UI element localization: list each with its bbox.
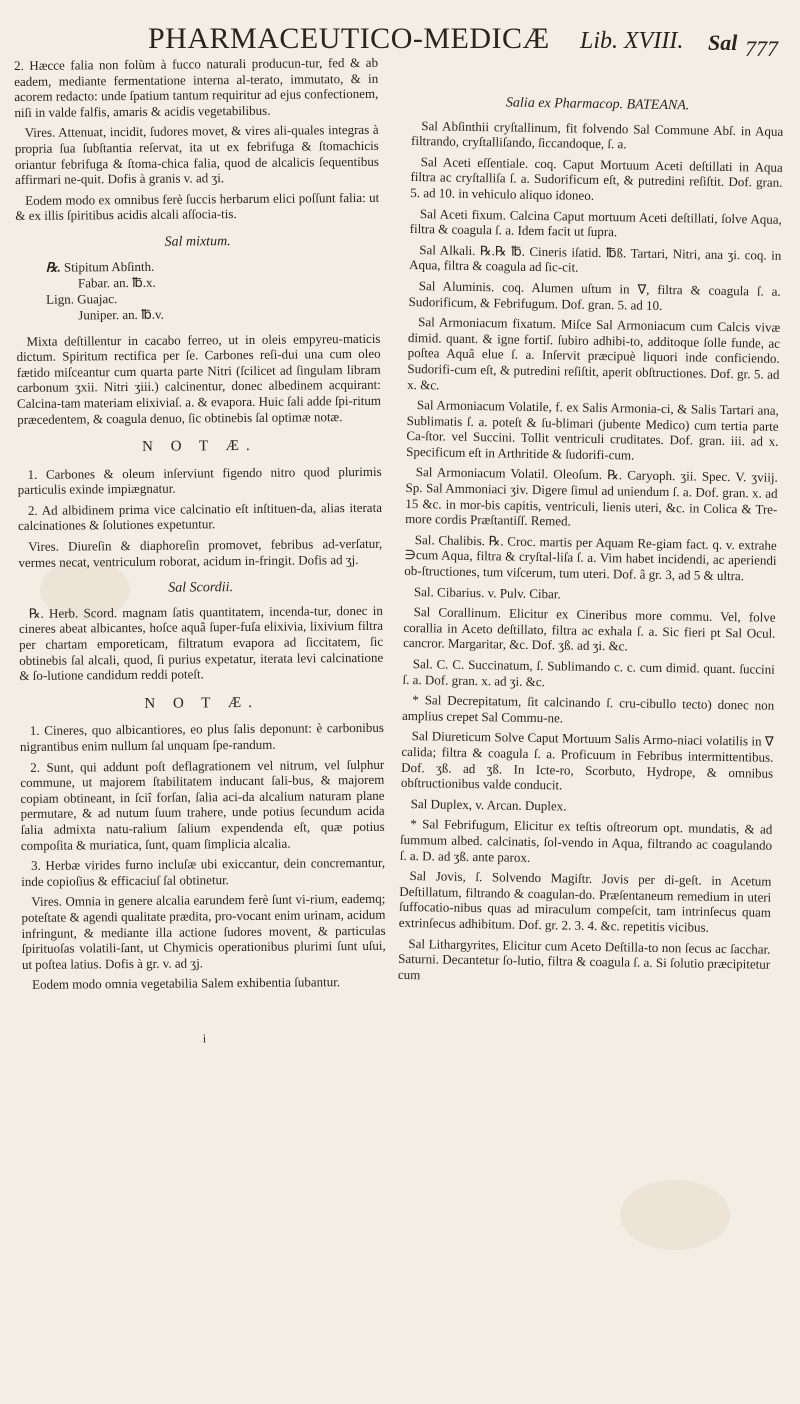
note-item: Vires. Omnia in genere alcalia earundem ferè ſunt vi-rium, eademq; poteſtate & agendi qualitate prædita, pro-vocant enim urinam, acidum infringunt, & mediante illa actione ſudores movent, & particulas ſpirituoſas volatili-ſant, ut Chymicis operationibus plurimi ſunt uſui, ut poſtea latius. Dofis à gr. v. ad ʒj. (21, 891, 386, 972)
entry: Sal Duplex, v. Arcan. Duplex. (410, 795, 567, 814)
entry: Sal Corallinum. Elicitur ex Cineribus more commu. Vel, folve corallia in Aceto deſtillato, filtra ac exhala ſ. a. Sic fieri pt Sal Ocul. cancror. Margaritar, &c. Dof. ʒß. ad ʒi. &c. (403, 604, 776, 654)
entry: Sal Armoniacum fixatum. Miſce Sal Armoniacum cum Calcis vivæ dimid. quant. & igne fortiſ. ſubiro adhibi-to, additoque ſolle funde, ac poſtea Aquâ elue ſ. a. Inſervit præcipuè liquori inde conficiendo. Sudorifi-cum eſt, & putredini reſiſtit, aperit obſtructiones. Dof. gr. 5. ad x. &c. (407, 314, 781, 392)
notes-heading: N O T Æ. (144, 694, 260, 712)
running-title: PHARMACEUTICO-MEDICÆ (148, 22, 550, 55)
entry: Sal Abſinthii cryſtallinum, fit folvendo Sal Commune Abſ. in Aqua filtrando, cryſtalliſando, ſiccandoque, ſ. a. (410, 117, 784, 152)
entry: Sal Armoniacum Volatile, f. ex Salis Armonia-ci, & Salis Tartari ana, Sublimatis ſ. a. poteſt & ſu-blimari (jubente Medico) cum tertia parte Ca-ſtor. vel Succini. Tollit ventriculi cruditates. Dof. gran. iii. ad x. Specificum eſt in Arthritide & ſudorifi-cum. (406, 397, 780, 463)
paragraph: ℞. Herb. Scord. magnam ſatis quantitatem, incenda-tur, donec in cineres abeat albicantes, hoſce aquâ ſuper-fuſa elixivia, lixivium filtra per chartam emporeticam, filtratum evapora ad ſiccitatem, ſic obtinebis ſal alcali, quod, ſi purius expetatur, iterata levi calcinatione & ſo-lutione candidum reddi poteſt. (18, 602, 384, 684)
entry: Sal Alkali. ℞.℞ ℔. Cineris iſatid. ℔ß. Tartari, Nitri, ana ʒi. coq. in Aqua, filtra & coagula ad ſic-cit. (409, 241, 782, 275)
note-item: Vires. Diureſin & diaphoreſin promovet, febribus ad-verſatur, vermes necat, ventriculum roborat, acidum in-fringit. Dofis ad ʒj. (18, 535, 383, 570)
note-item: 1. Carbones & oleum inſerviunt figendo nitro quod plurimis particulis exinde impiægnatur. (17, 463, 382, 498)
paragraph: Eodem modo ex omnibus ferè ſuccis herbarum elici poſſunt falia: ut & ex illis ſpiritibus acidis alcali aſſocia-tis. (15, 189, 380, 224)
note-item: 2. Sunt, qui addunt poſt deflagrationem vel nitrum, vel ſulphur commune, ut majorem ſtabilitatem inducant ſali-bus, & majorem copiam obtineant, in ſciî forſan, ſalia aci-da alcalium naturam plane permutare, & ad nutum ſuum trahere, unde potius ſecundum acida ſalia admixta natu-ralium ſalium expendenda eſt, quæ potius compoſita & muriatica, ſunt, quam ſimplicia alcalia. (20, 756, 385, 853)
entry: Sal Jovis, ſ. Solvendo Magiſtr. Jovis per di-geſt. in Acetum Deſtillatum, filtrando & coagulan-do. Præſentaneum remedium in uteri ſuffocatio-nibus quas ad miraculum compeſcit, tam intrinſecus quam extrinſecus adhibitum. Dof. gr. 2. 3. 4. &c. repetitis vicibus. (398, 868, 772, 935)
entry: Sal. Cibarius. v. Pulv. Cibar. (413, 583, 561, 602)
entry: * Sal Decrepitatum, ſit calcinando ſ. cru-cibullo tecto) donec non amplius crepet Sal Commu-ne. (401, 692, 775, 726)
section-heading: Sal Scordii. (168, 580, 234, 596)
entry: * Sal Febrifugum, Elicitur ex teſtis oſtreorum opt. mundatis, & ad ſummum albed. calcinatis, ſol-vendo in Aqua, filtrando ac coagulando ſ. a. D. ad ʒß. ante parox. (399, 816, 773, 865)
notes-heading: N O T Æ. (142, 437, 257, 455)
entry: Sal Aluminis. coq. Alumen uſtum in ∇, filtra & coagula ſ. a. Sudorificum, & Febrifugum. Dof. gran. 5. ad 10. (408, 278, 781, 313)
ingredient: Fabar. an. ℔.x. (77, 274, 156, 290)
entry: Sal Diureticum Solve Caput Mortuum Salis Armo-niaci volatilis in ∇ calida; filtra & coagula ſ. a. Proficuum in Febribus intermittentibus. Dof. ʒß. ad ʒß. In Icte-ro, Scorbuto, Hydrope, & omnibus obſtructionibus valde conducit. (400, 728, 774, 793)
paragraph: Mixta deſtillentur in cacabo ferreo, ut in oleis empyreu-maticis dictum. Spiritum rectifica per ſe. Carbones reſi-dui una cum oleo fætido miſceantur cum quarta parte Nitri (ſcilicet ad ſingulam libram carbonum ʒxii. Nitri ʒiii.) calcinentur, donec albedinem acquirant: Calcina-tam materiam elixiviaſ. a. & evapora. Huic ſali adde ſpi-ritum præcedentem, & coagula denuo, ſic obtinebis ſal optimæ notæ. (16, 330, 382, 427)
right-column (392, 82, 784, 1380)
left-column (14, 55, 389, 1374)
note-item: Eodem modo omnia vegetabilia Salem exhibentia ſubantur. (32, 974, 341, 993)
note-item: 3. Herbæ virides furno incluſæ ubi exiccantur, dein concremantur, inde copioſius & efficaciuſ ſal obtinetur. (21, 854, 386, 889)
ingredient: Stipitum Abſinth. (63, 258, 155, 275)
note-item: 2. Ad albidinem prima vice calcinatio eſt inſtituen-da, alias iterata calcinationes & ſolutiones expetuntur. (18, 499, 382, 534)
section-label: Sal (708, 30, 738, 55)
entry: Sal. Chalibis. ℞. Croc. martis per Aquam Re-giam fact. q. v. extrahe ∋cum Aqua, filtra & cryſtal-liſa ſ. a. Vim habet incidendi, ac aperiendi ob-ſtructiones, tum viſcerum, tum uteri. Dof. â gr. 3, ad 5 & ultra. (404, 531, 777, 584)
entry: Sal Aceti eſſentiale. coq. Caput Mortuum Aceti deſtillati in Aqua filtra ac cryſtalliſa ſ. a. Sudorificum eſt, & putredini reſiſtit. Dof. gran. 5. ad 10. in vehiculo aliquo idoneo. (410, 153, 783, 203)
book-number: Lib. XVIII. (580, 28, 684, 54)
entry: Sal Lithargyrites, Elicitur cum Aceto Deſtilla-to non ſecus ac ſacchar. Saturni. Decantetur ſo-lutio, filtra & coagula ſ. a. Si ſolutio præcipitetur cum (397, 935, 771, 982)
running-head (118, 20, 778, 60)
entry: Sal Aceti fixum. Calcina Caput mortuum Aceti deſtillati, ſolve Aqua, filtra & coagula ſ. a. Idem facit ut ſupra. (409, 205, 783, 240)
recipe-symbol: ℞. (45, 259, 61, 275)
page-number: 777 (745, 36, 778, 61)
ingredient: Lign. Guajac. (46, 290, 118, 307)
ingredient: Juniper. an. ℔.v. (78, 306, 164, 322)
paragraph: Vires. Attenuat, incidit, ſudores movet, & vires ali-quales integras à propria ſua ſubſtantia reſervat, ita ut ex febrifuga & ſtomachicis oriantur febrifuga & ſtoma-chica falia, quod de alcalicis ſequentibus affirmari ne-quit. Dofis à granis v. ad ʒi. (14, 122, 379, 188)
section-heading: Sal mixtum. (164, 234, 231, 250)
section-heading: Salia ex Pharmacop. BATEANA. (505, 95, 690, 114)
entry: Sal. C. C. Succinatum, ſ. Sublimando c. c. cum dimid. quant. ſuccini ſ. a. Dof. gran. x. ad ʒi. &c. (402, 656, 775, 689)
recipe-block (46, 256, 381, 323)
signature-mark: i (202, 1031, 207, 1046)
entry: Sal Armoniacum Volatil. Oleoſum. ℞. Caryoph. ʒii. Spec. V. ʒviij. Sp. Sal Ammoniaci ʒiv. Digere ſimul ad uniendum ſ. a. Dof. gran. x. ad 15 &c. in mor-bis capitis, ventriculi, lienis uteri, &c. in Colica & Tre-more cordis Præſtantiſſ. Remed. (405, 464, 778, 529)
note-item: 1. Cineres, quo albicantiores, eo plus ſalis deponunt: è carbonibus nigrantibus enim nullum ſal unquam ſpe-randum. (19, 720, 384, 754)
paragraph: 2. Hæcce falia non folùm à fucco naturali producun-tur, fed & ab eadem, mediante fermentatione interna al-terato, immutato, & in acorem redacto: unde ſpatium tantum requiritur ad ejus confectionem, niſi in valde falfis, amaris & acidis vegetabilibus. (14, 54, 379, 120)
